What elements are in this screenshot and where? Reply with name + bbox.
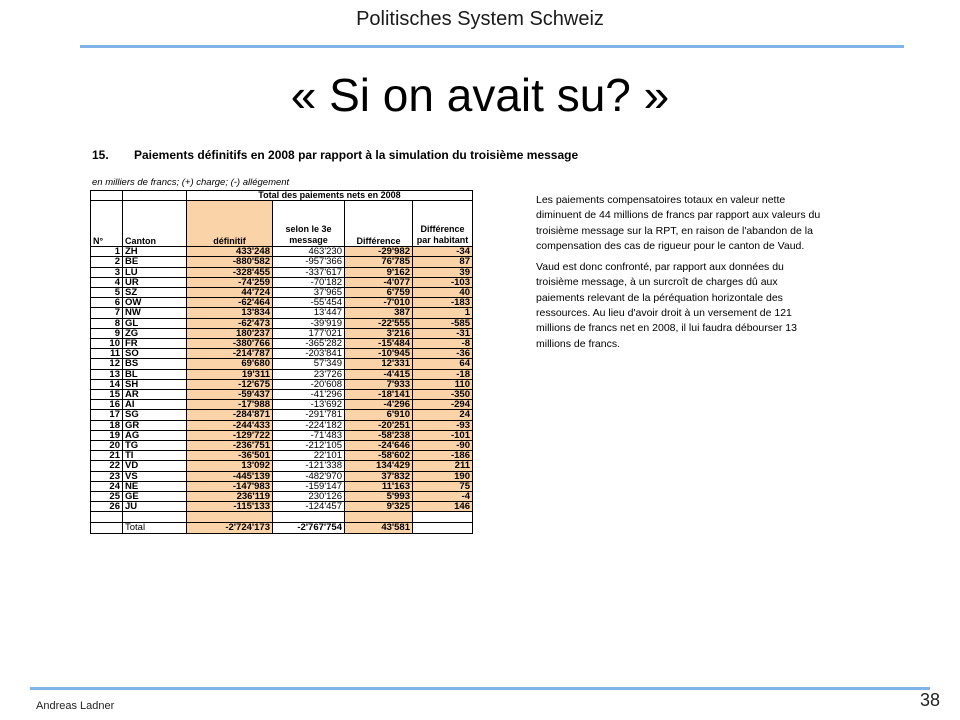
cell-par-habitant: 87 <box>413 257 473 267</box>
cell-difference: -22'555 <box>345 318 413 328</box>
cell-par-habitant: -34 <box>413 247 473 257</box>
table-row <box>91 390 473 400</box>
cell-selon: 23'726 <box>273 369 345 379</box>
cell-definitif: -380'766 <box>187 339 273 349</box>
header-divider <box>80 45 904 48</box>
table-row <box>91 288 473 298</box>
cell-difference: 9'325 <box>345 502 413 512</box>
cell-definitif: -12'675 <box>187 379 273 389</box>
cell-no: 20 <box>91 441 123 451</box>
cell-difference: 76'785 <box>345 257 413 267</box>
cell-selon: -482'970 <box>273 471 345 481</box>
cell-par-habitant: 40 <box>413 288 473 298</box>
cell-definitif: -62'473 <box>187 318 273 328</box>
cell-difference: 9'162 <box>345 267 413 277</box>
cell-definitif: 19'311 <box>187 369 273 379</box>
group-header: Total des paiements nets en 2008 <box>187 191 473 201</box>
cell-par-habitant: 64 <box>413 359 473 369</box>
cell-par-habitant: -4 <box>413 492 473 502</box>
cell-definitif: -129'722 <box>187 430 273 440</box>
cell-definitif: 180'237 <box>187 328 273 338</box>
cell-selon: 177'021 <box>273 328 345 338</box>
cell-no: 22 <box>91 461 123 471</box>
cell-no: 25 <box>91 492 123 502</box>
cell-difference: 37'832 <box>345 471 413 481</box>
section-number: 15. <box>92 148 109 162</box>
cell-definitif: -445'139 <box>187 471 273 481</box>
cell-par-habitant: -183 <box>413 298 473 308</box>
cell-definitif: 69'680 <box>187 359 273 369</box>
cell-no: 16 <box>91 400 123 410</box>
cell-selon: -70'182 <box>273 277 345 287</box>
table-spacer-row <box>91 512 473 523</box>
cell-canton: ZG <box>123 328 187 338</box>
cell-definitif: -236'751 <box>187 441 273 451</box>
cell-canton: GE <box>123 492 187 502</box>
cell-difference: 134'429 <box>345 461 413 471</box>
table-row <box>91 339 473 349</box>
table-row <box>91 349 473 359</box>
table-row <box>91 410 473 420</box>
col-header-definitif: définitif <box>187 201 273 247</box>
table-row <box>91 492 473 502</box>
cell-canton: TI <box>123 451 187 461</box>
cell-difference: -4'077 <box>345 277 413 287</box>
cell-selon: -71'483 <box>273 430 345 440</box>
table-row <box>91 430 473 440</box>
cell-selon: -203'841 <box>273 349 345 359</box>
cell-difference: 7'933 <box>345 379 413 389</box>
cell-par-habitant: 39 <box>413 267 473 277</box>
cell-difference: 6'759 <box>345 288 413 298</box>
table-row <box>91 308 473 318</box>
header-title: Politisches System Schweiz <box>356 8 604 30</box>
col-header-difference: Différence <box>345 201 413 247</box>
cell-definitif: -147'983 <box>187 481 273 491</box>
footer-divider <box>30 687 930 690</box>
cell-definitif: -115'133 <box>187 502 273 512</box>
cell-selon: -124'457 <box>273 502 345 512</box>
cell-selon: -39'919 <box>273 318 345 328</box>
table-row <box>91 257 473 267</box>
cell-selon: -121'338 <box>273 461 345 471</box>
cell-selon: -212'105 <box>273 441 345 451</box>
cell-difference: -24'646 <box>345 441 413 451</box>
cell-canton: ZH <box>123 247 187 257</box>
cell-difference: -58'238 <box>345 430 413 440</box>
cell-selon: -337'617 <box>273 267 345 277</box>
cell-definitif: 13'092 <box>187 461 273 471</box>
cell-no: 17 <box>91 410 123 420</box>
cell-no: 1 <box>91 247 123 257</box>
cell-canton: OW <box>123 298 187 308</box>
cell-difference: -20'251 <box>345 420 413 430</box>
table-row <box>91 461 473 471</box>
cell-no: 14 <box>91 379 123 389</box>
table-header-row <box>91 201 473 247</box>
table-row <box>91 267 473 277</box>
cell-no: 18 <box>91 420 123 430</box>
cell-selon: -159'147 <box>273 481 345 491</box>
cell-selon: 57'349 <box>273 359 345 369</box>
cell-difference: -7'010 <box>345 298 413 308</box>
table-row <box>91 400 473 410</box>
cell-difference: 5'993 <box>345 492 413 502</box>
cell-no: 7 <box>91 308 123 318</box>
cell-par-habitant: 110 <box>413 379 473 389</box>
cell-difference: -10'945 <box>345 349 413 359</box>
cell-difference: -4'296 <box>345 400 413 410</box>
cell-par-habitant: 211 <box>413 461 473 471</box>
cell-canton: LU <box>123 267 187 277</box>
cell-canton: BE <box>123 257 187 267</box>
cell-no: 3 <box>91 267 123 277</box>
cell-canton: AI <box>123 400 187 410</box>
total-difference: 43'581 <box>345 523 413 533</box>
table-row <box>91 420 473 430</box>
cell-canton: GR <box>123 420 187 430</box>
table-row <box>91 441 473 451</box>
cell-difference: -18'141 <box>345 390 413 400</box>
cell-no: 11 <box>91 349 123 359</box>
cell-definitif: -880'582 <box>187 257 273 267</box>
cell-definitif: -284'871 <box>187 410 273 420</box>
cell-canton: VD <box>123 461 187 471</box>
cell-definitif: -214'787 <box>187 349 273 359</box>
payments-table <box>90 190 473 534</box>
cell-par-habitant: -31 <box>413 328 473 338</box>
table-row <box>91 277 473 287</box>
col-header-canton: Canton <box>123 201 187 247</box>
cell-difference: -58'602 <box>345 451 413 461</box>
cell-canton: SZ <box>123 288 187 298</box>
cell-selon: -291'781 <box>273 410 345 420</box>
cell-no: 26 <box>91 502 123 512</box>
cell-definitif: 433'248 <box>187 247 273 257</box>
cell-definitif: -62'464 <box>187 298 273 308</box>
cell-selon: -13'692 <box>273 400 345 410</box>
table-row <box>91 379 473 389</box>
cell-no: 10 <box>91 339 123 349</box>
cell-canton: TG <box>123 441 187 451</box>
table-row <box>91 318 473 328</box>
notes-panel <box>536 193 826 358</box>
cell-canton: AG <box>123 430 187 440</box>
cell-par-habitant: -294 <box>413 400 473 410</box>
cell-selon: -41'296 <box>273 390 345 400</box>
cell-par-habitant: -350 <box>413 390 473 400</box>
cell-definitif: 13'834 <box>187 308 273 318</box>
page-number: 38 <box>919 690 940 710</box>
cell-definitif: -59'437 <box>187 390 273 400</box>
cell-difference: -4'415 <box>345 369 413 379</box>
cell-no: 6 <box>91 298 123 308</box>
table-row <box>91 359 473 369</box>
cell-definitif: 44'724 <box>187 288 273 298</box>
total-definitif: -2'724'173 <box>187 523 273 533</box>
cell-canton: JU <box>123 502 187 512</box>
cell-selon: 37'965 <box>273 288 345 298</box>
cell-no: 21 <box>91 451 123 461</box>
cell-canton: BS <box>123 359 187 369</box>
cell-canton: SG <box>123 410 187 420</box>
table-total-row <box>91 523 473 533</box>
col-header-no: N° <box>91 201 123 247</box>
cell-canton: SO <box>123 349 187 359</box>
cell-selon: -55'454 <box>273 298 345 308</box>
cell-no: 24 <box>91 481 123 491</box>
cell-no: 23 <box>91 471 123 481</box>
cell-par-habitant: -18 <box>413 369 473 379</box>
cell-par-habitant: -101 <box>413 430 473 440</box>
table-row <box>91 471 473 481</box>
table-row <box>91 369 473 379</box>
cell-difference: -15'484 <box>345 339 413 349</box>
table-group-header-row <box>91 191 473 201</box>
cell-par-habitant: 24 <box>413 410 473 420</box>
table-row <box>91 502 473 512</box>
cell-par-habitant: 1 <box>413 308 473 318</box>
cell-par-habitant: -90 <box>413 441 473 451</box>
table-row <box>91 328 473 338</box>
table-row <box>91 247 473 257</box>
cell-par-habitant: 190 <box>413 471 473 481</box>
cell-definitif: -17'988 <box>187 400 273 410</box>
cell-canton: NW <box>123 308 187 318</box>
cell-no: 4 <box>91 277 123 287</box>
cell-difference: 387 <box>345 308 413 318</box>
cell-difference: -29'982 <box>345 247 413 257</box>
col-header-par-habitant: Différence par habitant <box>413 201 473 247</box>
table-row <box>91 481 473 491</box>
cell-selon: 230'126 <box>273 492 345 502</box>
cell-no: 19 <box>91 430 123 440</box>
cell-par-habitant: -36 <box>413 349 473 359</box>
cell-canton: VS <box>123 471 187 481</box>
col-header-selon: selon le 3e message <box>273 201 345 247</box>
cell-par-habitant: -93 <box>413 420 473 430</box>
cell-selon: 463'230 <box>273 247 345 257</box>
cell-canton: UR <box>123 277 187 287</box>
cell-par-habitant: 75 <box>413 481 473 491</box>
total-selon: -2'767'754 <box>273 523 345 533</box>
cell-selon: -224'182 <box>273 420 345 430</box>
note-paragraph-1: Les paiements compensatoires totaux en valeur nette diminuent de 44 millions de francs par rapport aux valeurs du troisième message sur la RPT, en raison de l'abandon de la compensation des cas de rigueur pour le canton de Vaud. <box>536 194 821 252</box>
cell-no: 15 <box>91 390 123 400</box>
cell-difference: 6'910 <box>345 410 413 420</box>
section-heading-text: Paiements définitifs en 2008 par rapport à la simulation du troisième message <box>134 148 579 162</box>
section-heading <box>92 148 578 162</box>
cell-canton: GL <box>123 318 187 328</box>
cell-par-habitant: -186 <box>413 451 473 461</box>
cell-par-habitant: -8 <box>413 339 473 349</box>
cell-par-habitant: -585 <box>413 318 473 328</box>
cell-definitif: -328'455 <box>187 267 273 277</box>
cell-no: 2 <box>91 257 123 267</box>
cell-selon: -20'608 <box>273 379 345 389</box>
cell-definitif: -36'501 <box>187 451 273 461</box>
cell-par-habitant: 146 <box>413 502 473 512</box>
cell-definitif: -74'259 <box>187 277 273 287</box>
cell-canton: BL <box>123 369 187 379</box>
cell-no: 12 <box>91 359 123 369</box>
note-paragraph-2: Vaud est donc confronté, par rapport aux données du troisième message, à un surcroît de charges dû aux paiements relevant de la péréquation horizontale des ressources. Au lieu d'avoir droit à un versement de 121 millions de francs net en 2008, il lui faudra débourser 13 millions de francs. <box>536 261 797 350</box>
cell-selon: -365'282 <box>273 339 345 349</box>
cell-difference: 12'331 <box>345 359 413 369</box>
cell-definitif: -244'433 <box>187 420 273 430</box>
unit-note: en milliers de francs; (+) charge; (-) allégement <box>92 177 290 188</box>
total-label: Total <box>123 523 187 533</box>
cell-no: 5 <box>91 288 123 298</box>
cell-canton: NE <box>123 481 187 491</box>
cell-selon: -957'366 <box>273 257 345 267</box>
footer-author: Andreas Ladner <box>36 700 115 712</box>
cell-no: 13 <box>91 369 123 379</box>
cell-difference: 3'216 <box>345 328 413 338</box>
cell-selon: 13'447 <box>273 308 345 318</box>
cell-no: 9 <box>91 328 123 338</box>
table-row <box>91 298 473 308</box>
slide-title: « Si on avait su? » <box>290 69 670 121</box>
cell-canton: AR <box>123 390 187 400</box>
cell-par-habitant: -103 <box>413 277 473 287</box>
cell-no: 8 <box>91 318 123 328</box>
cell-canton: SH <box>123 379 187 389</box>
cell-definitif: 236'119 <box>187 492 273 502</box>
cell-selon: 22'101 <box>273 451 345 461</box>
table-row <box>91 451 473 461</box>
cell-canton: FR <box>123 339 187 349</box>
cell-difference: 11'163 <box>345 481 413 491</box>
